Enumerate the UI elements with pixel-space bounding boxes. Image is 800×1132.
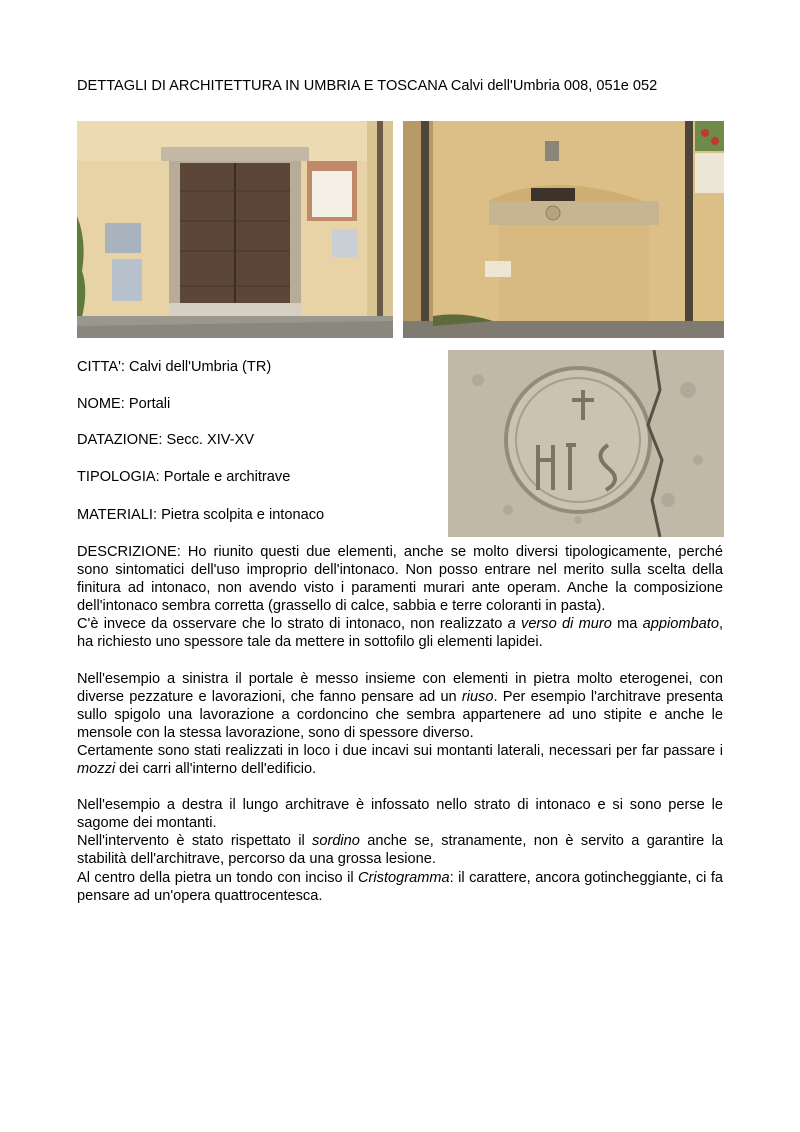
field-citta: CITTA': Calvi dell'Umbria (TR) bbox=[77, 359, 272, 375]
photo-portal-right bbox=[403, 121, 724, 338]
description-paragraph-6: Nell'intervento è stato rispettato il sordino anche se, stranamente, non è servito a garantire la stabilità dell'architrave, percorso da una grossa lesione. bbox=[77, 833, 724, 868]
description-text bbox=[77, 543, 723, 905]
description-paragraph-7: Al centro della pietra un tondo con inciso il Cristogramma: il carattere, ancora gotincheggiante, ci fa pensare ad un'opera quattrocentesca. bbox=[77, 869, 723, 904]
description-paragraph-2: C'è invece da osservare che lo strato di intonaco, non realizzato a verso di muro ma appiombato, ha richiesto uno spessore tale da mettere in sottofilo gli elementi lapidei. bbox=[77, 616, 724, 651]
photo-cristogramma-detail bbox=[448, 350, 724, 537]
description-paragraph-3: Nell'esempio a sinistra il portale è messo insieme con elementi in pietra molto eterogenei, con diverse pezzature e lavorazioni, che fanno pensare ad un riuso. Per esempio l'architrave presenta sullo spigolo una lavorazione a cordoncino che sembra appartenere ad uno stipite e anche le mensole con la stessa lavorazione, sono di spessore diverso. bbox=[77, 670, 723, 741]
field-materiali: MATERIALI: Pietra scolpita e intonaco bbox=[77, 507, 325, 523]
field-tipologia: TIPOLOGIA: Portale e architrave bbox=[77, 469, 291, 485]
description-paragraph-4: Certamente sono stati realizzati in loco i due incavi sui montanti laterali, necessari per far passare i mozzi dei carri all'interno dell'edificio. bbox=[77, 742, 723, 778]
field-nome: NOME: Portali bbox=[77, 396, 171, 412]
document-title: DETTAGLI DI ARCHITETTURA IN UMBRIA E TOSCANA Calvi dell'Umbria 008, 051e 052 bbox=[77, 78, 658, 94]
field-datazione: DATAZIONE: Secc. XIV-XV bbox=[77, 432, 255, 448]
photo-portal-left bbox=[77, 121, 393, 338]
description-paragraph-1: DESCRIZIONE: Ho riunito questi due elementi, anche se molto diversi tipologicamente, perché sono sintomatici dell'uso improprio dell'intonaco. Non posso entrare nel merito sulla scelta della finitura ad intonaco, non avendo visto i paramenti murari ante operam. Anche la composizione dell'intonaco sembra corretta (grassello di calce, sabbia e terre coloranti in pasta). bbox=[77, 544, 723, 615]
description-paragraph-5: Nell'esempio a destra il lungo architrave è infossato nello strato di intonaco e si sono perse le sagome dei montanti. bbox=[77, 797, 723, 832]
